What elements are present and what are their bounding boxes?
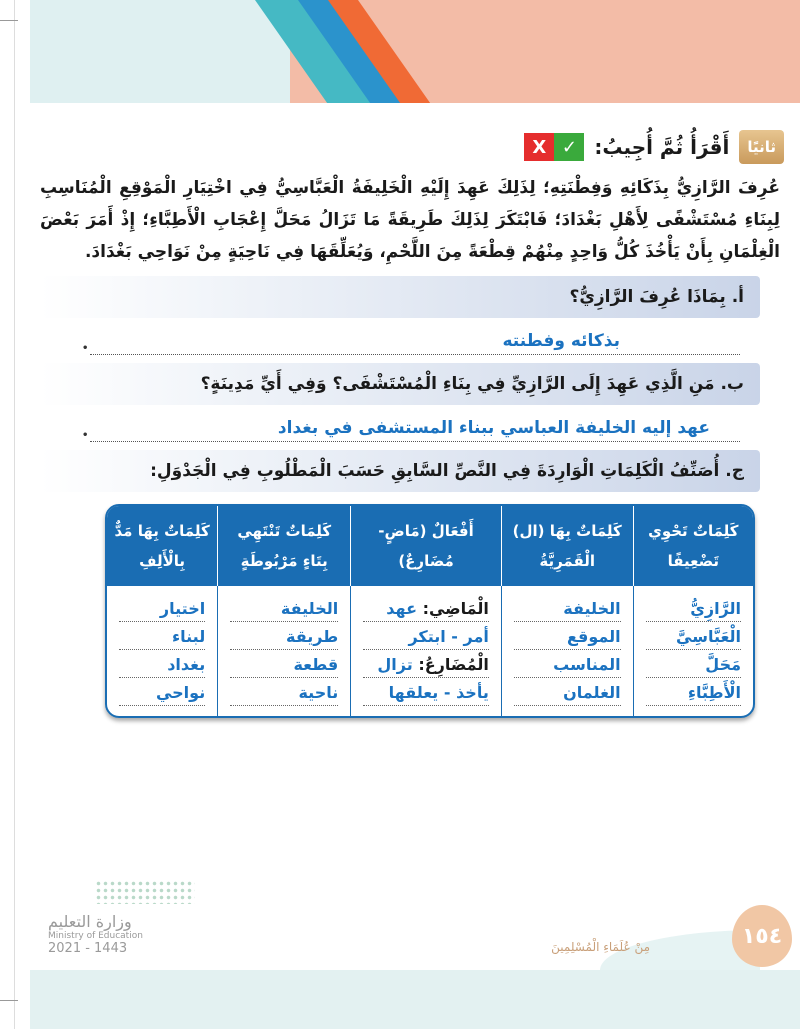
cell-word: طريقة	[230, 624, 338, 650]
question-b: ب. مَنِ الَّذِي عَهِدَ إِلَى الرَّازِيِّ فِي بِنَاءِ الْمُسْتَشْفَى؟ وَفِي أَيِّ مَدِينَةٍ؟	[40, 363, 760, 405]
section-badge: ثانيًا	[739, 130, 784, 164]
column-taa-marbuta	[217, 586, 350, 716]
ministry-name-en: Ministry of Education	[48, 931, 143, 941]
cell-word: ناحية	[230, 680, 338, 706]
page-number: ١٥٤	[732, 905, 792, 967]
past-label: الْمَاضِي:	[422, 599, 489, 618]
classification-table	[105, 504, 755, 718]
table-header: أَفْعَالٌ (مَاضٍ- مُضَارِعٌ)	[350, 506, 501, 586]
cell-word: تزال	[377, 655, 413, 674]
column-alif-madd	[107, 586, 217, 716]
answer-a: بذكائه وفطنته •	[90, 328, 740, 355]
cell-word: لبناء	[119, 624, 205, 650]
top-banner	[30, 0, 800, 103]
column-shadda	[633, 586, 753, 716]
crop-mark	[0, 1000, 18, 1001]
cell-word: الموقع	[514, 624, 621, 650]
cell-word: نواحي	[119, 680, 205, 706]
present-label: الْمُضَارِعُ:	[418, 655, 489, 674]
check-icon: ✓	[554, 133, 584, 161]
cell-word: المناسب	[514, 652, 621, 678]
ministry-logo-dots	[95, 880, 195, 904]
cell-word: أمر - ابتكر	[363, 624, 489, 650]
cell-word: بغداد	[119, 652, 205, 678]
answer-b: عهد إليه الخليفة العباسي ببناء المستشفى في بغداد •	[90, 415, 740, 442]
cell-word: الخليفة	[514, 596, 621, 622]
section-header	[40, 130, 784, 164]
table-header: كَلِمَاتٌ بِهَا مَدٌّ بِالْأَلِفِ	[107, 506, 217, 586]
page-edge	[14, 0, 15, 1029]
cell-word: يأخذ - يعلقها	[363, 680, 489, 706]
edition-year: 2021 - 1443	[48, 941, 128, 956]
table-header: كَلِمَاتٌ تَنْتَهِي بِتَاءٍ مَرْبُوطَةٍ	[217, 506, 350, 586]
cell-word: عهد	[386, 599, 417, 618]
cell-word: الغلمان	[514, 680, 621, 706]
table-header: كَلِمَاتٌ تَحْوِي تَضْعِيفًا	[633, 506, 753, 586]
section-title: أَقْرَأُ ثُمَّ أُجِيبُ:	[594, 135, 730, 159]
column-verbs	[350, 586, 501, 716]
cell-word: الرَّازِيُّ	[646, 596, 741, 622]
question-c: ج. أُصَنِّفُ الْكَلِمَاتِ الْوَارِدَةَ فِي النَّصِّ السَّابِقِ حَسَبَ الْمَطْلُوبِ فِي الْجَدْوَلِ:	[40, 450, 760, 492]
true-false-icons	[524, 133, 584, 161]
bottom-band	[30, 970, 800, 1029]
column-al-qamariya	[501, 586, 633, 716]
reading-passage: عُرِفَ الرَّازِيُّ بِذَكَائِهِ وَفِطْنَتِهِ؛ لِذَلِكَ عَهِدَ إِلَيْهِ الْخَلِيفَةُ الْعَبَّاسِيُّ فِي اخْتِيَارِ الْمَوْقِعِ الْمُنَاسِبِ لِبِنَاءِ مُسْتَشْفًى لِأَهْلِ بَغْدَادَ؛ فَابْتَكَرَ لِذَلِكَ طَرِيقَةً مَا تَزَالُ مَحَلَّ إِعْجَابِ الْأَطِبَّاءِ؛ إِذْ أَمَرَ بَعْضَ الْغِلْمَانِ بِأَنْ يَأْخُذَ كُلُّ وَاحِدٍ مِنْهُمْ قِطْعَةً مِنَ اللَّحْمِ، وَيُعَلِّقَهَا فِي نَاحِيَةٍ مِنْ نَوَاحِي بَغْدَادَ.	[40, 178, 780, 262]
crop-mark	[0, 20, 18, 21]
cell-word: قطعة	[230, 652, 338, 678]
cell-word: اختيار	[119, 596, 205, 622]
question-a: أ. بِمَاذَا عُرِفَ الرَّازِيُّ؟	[40, 276, 760, 318]
cell-word: الْأَطِبَّاءِ	[646, 680, 741, 706]
unit-title: مِنْ عُلَمَاءِ الْمُسْلِمِينَ	[551, 940, 650, 954]
cell-word: مَحَلَّ	[646, 652, 741, 678]
ministry-name-ar: وزارة التعليم	[48, 912, 132, 931]
table-header: كَلِمَاتٌ بِهَا (ال) الْقَمَرِيَّةُ	[501, 506, 633, 586]
cell-word: الخليفة	[230, 596, 338, 622]
x-icon: X	[524, 133, 554, 161]
cell-word: الْعَبَّاسِيَّ	[646, 624, 741, 650]
main-content	[40, 130, 780, 718]
ministry-logo	[48, 912, 143, 956]
